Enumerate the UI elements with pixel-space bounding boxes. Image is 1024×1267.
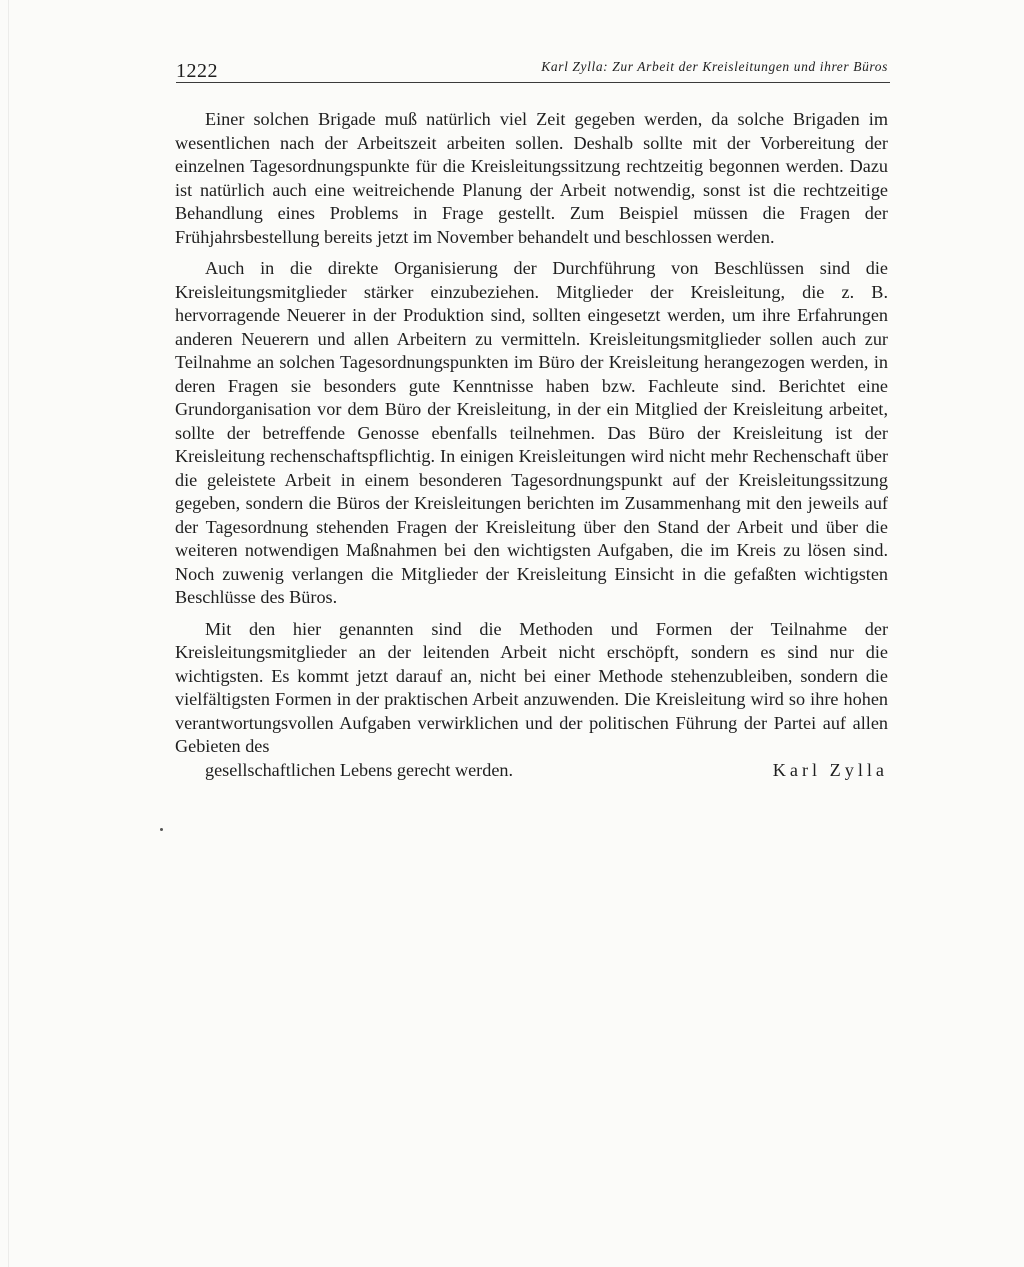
closing-line-row: [175, 759, 888, 783]
paragraph-2: Auch in die direkte Organisierung der Durchführung von Beschlüssen sind die Kreisleitungsmitglieder stärker einzubeziehen. Mitglieder der Kreisleitung, die z. B. hervorragende Neuerer in der Produktion sind, sollten eingesetzt werden, um ihre Erfahrungen anderen Neuerern und allen Arbeitern zu vermitteln. Kreisleitungsmitglieder sollen auch zur Teilnahme an solchen Tagesordnungspunkten im Büro der Kreisleitung herangezogen werden, in deren Fragen sie besonders gute Kenntnisse haben bzw. Fachleute sind. Berichtet eine Grundorganisation vor dem Büro der Kreisleitung, in der ein Mitglied der Kreisleitung arbeitet, sollte der betreffende Genosse ebenfalls teilnehmen. Das Büro der Kreisleitung ist der Kreisleitung rechenschaftspflichtig. In einigen Kreisleitungen wird nicht mehr Rechenschaft über die geleistete Arbeit in einem besonderen Tagesordnungspunkt auf der Kreisleitungssitzung gegeben, sondern die Büros der Kreisleitungen berichten im Zusammenhang mit den jeweils auf der Tagesordnung stehenden Fragen der Kreisleitung über den Stand der Arbeit und über die weiteren notwendigen Maßnahmen bei den wichtigsten Aufgaben, die im Kreis zu lösen sind. Noch zuwenig verlangen die Mitglieder der Kreisleitung Einsicht in die gefaßten wichtigsten Beschlüsse des Büros.: [175, 258, 888, 607]
closing-line: gesellschaftlichen Lebens gerecht werden.: [205, 759, 514, 780]
running-title: Karl Zylla: Zur Arbeit der Kreisleitungen und ihrer Büros: [541, 59, 888, 74]
paragraph-3: Mit den hier genannten sind die Methoden und Formen der Teilnahme der Kreisleitungsmitglieder an der leitenden Arbeit nicht erschöpft, sondern es sind nur die wichtigsten. Es kommt jetzt darauf an, nicht bei einer Methode stehenzubleiben, sondern die vielfältigsten Formen in der praktischen Arbeit anzuwenden. Die Kreisleitung wird so ihre hohen verantwortungsvollen Aufgaben verwirklichen und der politischen Führung der Partei auf allen Gebieten des: [175, 618, 888, 756]
author-signature: Karl Zylla: [772, 759, 888, 780]
page-edge-line: [8, 0, 9, 1267]
paragraph-1: Einer solchen Brigade muß natürlich viel Zeit gegeben werden, da solche Brigaden im wesentlichen nach der Arbeitszeit arbeiten sollen. Deshalb sollte mit der Vorbereitung der einzelnen Tagesordnungspunkte für die Kreisleitungssitzung rechtzeitig begonnen werden. Dazu ist natürlich auch eine weitreichende Planung der Arbeit notwendig, sonst ist die rechtzeitige Behandlung eines Problems in Frage gestellt. Zum Beispiel müssen die Fragen der Frühjahrsbestellung bereits jetzt im November behandelt und beschlossen werden.: [175, 109, 888, 247]
article-body: [175, 108, 888, 782]
stray-mark: [160, 828, 163, 831]
page-number: 1222: [176, 60, 218, 82]
running-head: [176, 58, 890, 83]
